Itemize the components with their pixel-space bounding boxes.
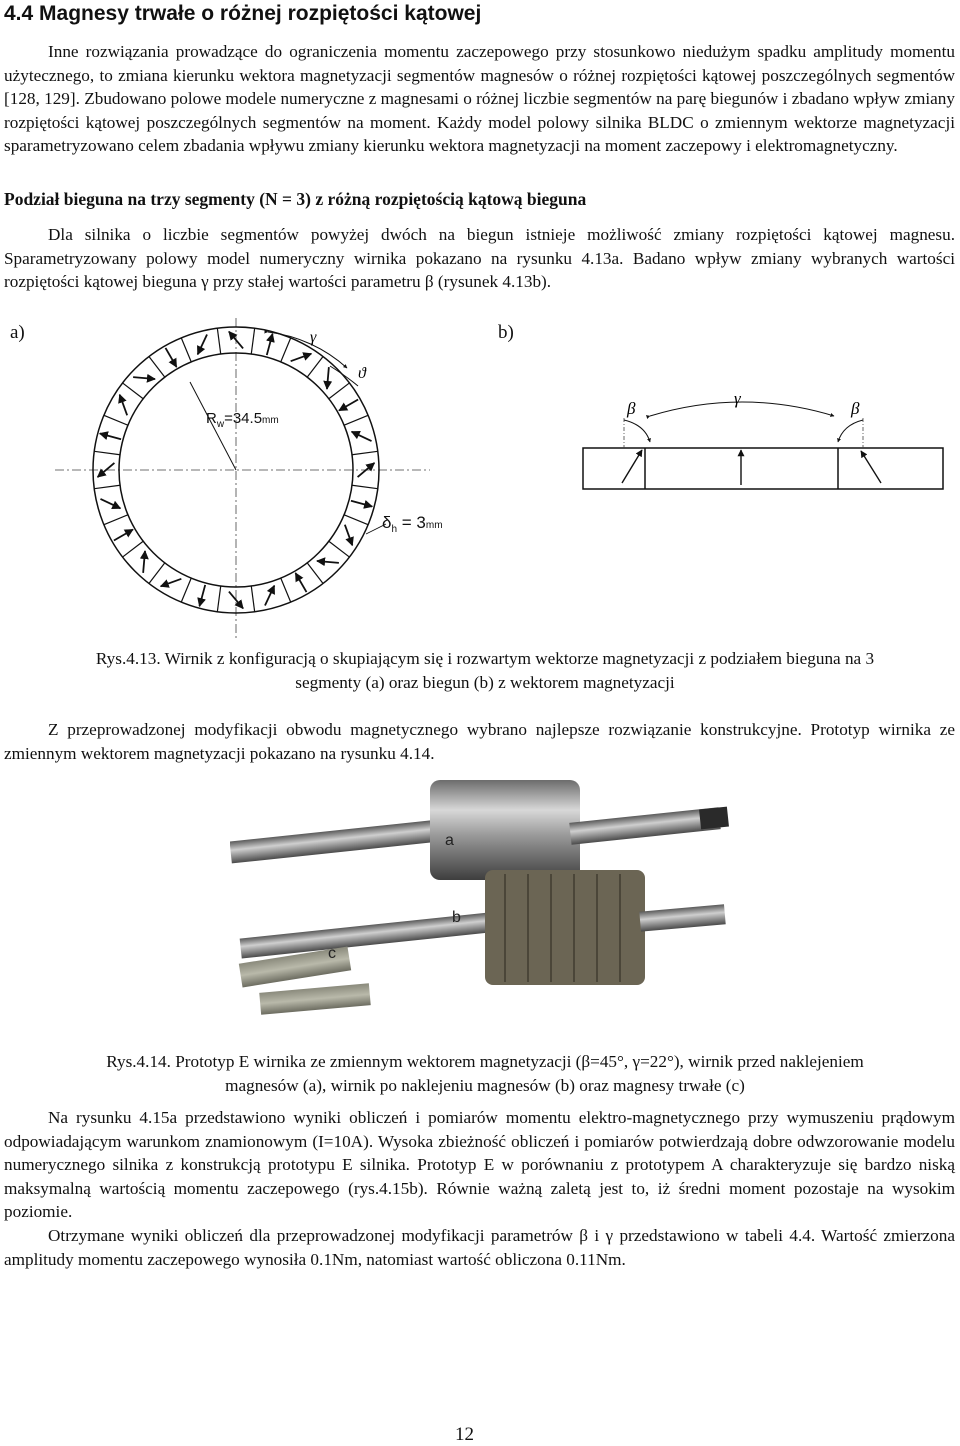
magnetization-arrow xyxy=(358,463,375,477)
segment-divider xyxy=(281,578,291,602)
magnetization-arrow xyxy=(166,348,177,367)
segment-divider xyxy=(94,485,120,488)
gamma-label-b: γ xyxy=(734,389,741,408)
magnetization-arrow xyxy=(345,525,352,546)
theta-label: ϑ xyxy=(358,365,366,382)
segment-divider xyxy=(149,357,165,378)
gamma-label: γ xyxy=(310,329,317,346)
section-title: 4.4 Magnesy trwałe o różnej rozpiętości kątowej xyxy=(4,2,482,25)
beta-label-left: β xyxy=(627,399,636,418)
paragraph-prototype xyxy=(4,718,955,765)
photo-label-b: b xyxy=(452,909,461,926)
magnetization-arrow xyxy=(317,561,339,563)
paragraph-prototype-text: Z przeprowadzonej modyfikacji obwodu magnetycznego wybrano najlepsze rozwiązanie konstrukcyjne. Prototyp wirnika ze zmiennym wektorem magnetyzacji pokazano na rysunku 4.14. xyxy=(4,720,955,763)
magnetization-arrow xyxy=(100,499,120,508)
segment-divider xyxy=(94,451,120,454)
magnetization-arrow xyxy=(351,501,372,507)
radius-label: $R_w=34.5mm$ xyxy=(206,410,279,430)
subheading: Podział bieguna na trzy segmenty (N = 3) z różną rozpiętością kątową bieguna xyxy=(4,189,587,209)
beta-label-right: β xyxy=(851,399,860,418)
figure-label-a: a) xyxy=(10,322,25,343)
gamma-arc-b xyxy=(650,402,834,416)
magnetization-arrow xyxy=(200,585,206,606)
arrow-left-segment xyxy=(622,450,642,483)
segment-divider xyxy=(344,515,368,525)
paragraph-segments-text: Dla silnika o liczbie segmentów powyżej dwóch na biegun istnieje możliwość zmiany rozpiętości kątowej magnesu. Sparametryzowany polowy model numeryczny wirnika pokazano na rysunku 4.13a. Badano wpływ zmiany wybranych wartości rozpiętości kątowej bieguna γ przy stałej wartości parametru β (rysunek 4.13b). xyxy=(4,225,955,292)
segment-divider xyxy=(181,578,191,602)
paragraph-results-text: Na rysunku 4.15a przedstawiono wyniki obliczeń i pomiarów momentu elektro-magnetycznego przy wymuszeniu prądowym odpowiadającym warunkom znamionowym (I=10A). Wysoka zbieżność obliczeń i pomiarów potwierdzają dobre odwzorowanie modelu numerycznego silnika z konstrukcją prototypu E silnika. Prototyp E w porównaniu z prototypem A charakteryzuje się bardzo niską maksymalną wartością momentu zaczepowego (rys.4.15b). Równie ważną zaletą jest to, iż średni moment pozostaje na wysokim poziomie. xyxy=(4,1108,955,1222)
photo-label-c: c xyxy=(328,945,336,962)
paragraph-table-ref-text: Otrzymane wyniki obliczeń dla przeprowadzonej modyfikacji parametrów β i γ przedstawiono w tabeli 4.4. Wartość zmierzona amplitudy momentu zaczepowego wynosiła 0.1Nm, natomiast wartość obliczona 0.11Nm. xyxy=(4,1226,955,1269)
rotor-photo xyxy=(230,770,730,1030)
segment-divider xyxy=(123,383,144,399)
segment-divider xyxy=(251,328,254,354)
segment-divider xyxy=(281,338,291,362)
paragraph-table-ref xyxy=(4,1224,955,1271)
pole-block xyxy=(583,448,943,489)
caption-4-13-line2: segmenty (a) oraz biegun (b) z wektorem magnetyzacji xyxy=(295,672,675,692)
segment-divider xyxy=(352,451,378,454)
segment-divider xyxy=(217,586,220,612)
figure-4-14-caption xyxy=(60,1050,910,1097)
paragraph-segments xyxy=(4,223,955,294)
segment-divider xyxy=(352,485,378,488)
magnetization-arrow xyxy=(296,573,307,592)
segment-divider xyxy=(217,328,220,354)
segment-divider xyxy=(123,541,144,557)
magnetization-arrow xyxy=(120,395,127,416)
beta-arc-left xyxy=(624,420,650,442)
paragraph-intro-text: Inne rozwiązania prowadzące do ograniczenia momentu zaczepowego przy stosunkowo niedużym spadku amplitudy momentu użytecznego, to zmiana kierunku wektora magnetyzacji segmentów magnesów o różnej rozpiętości kątowej poszczególnych segmentów [128, 129]. Zbudowano polowe modele numeryczne z magnesami o różnej liczbie segmentów na parę biegunów i zbadano wpływ zmiany rozpiętości kątowej poszczególnych segmentów na moment. Każdy model polowy silnika BLDC o zmiennym wektorze magnetyzacji sparametryzowano celem zbadania wpływu zmiany kierunku wektora magnetyzacji na moment zaczepowy i elektromagnetyczny. xyxy=(4,42,955,156)
segment-divider xyxy=(149,563,165,584)
segment-divider xyxy=(104,415,128,425)
segment-divider xyxy=(329,383,350,399)
rotor-a xyxy=(230,780,729,880)
figure-4-13-caption xyxy=(60,647,910,694)
gamma-arc xyxy=(268,332,347,368)
delta-label: $\delta_h = 3mm$ xyxy=(382,513,443,535)
paragraph-intro xyxy=(4,40,955,158)
segment-divider xyxy=(307,563,323,584)
photo-label-a: a xyxy=(445,832,454,849)
magnetization-arrow xyxy=(339,400,358,411)
beta-arc-right xyxy=(838,420,863,442)
magnetization-arrow xyxy=(352,432,372,441)
segment-divider xyxy=(251,586,254,612)
caption-4-14-line2: magnesów (a), wirnik po naklejeniu magnesów (b) oraz magnesy trwałe (c) xyxy=(225,1075,745,1095)
magnetization-arrow xyxy=(267,334,273,355)
caption-4-14-line1: Rys.4.14. Prototyp E wirnika ze zmiennym wektorem magnetyzacji (β=45°, γ=22°), wirnik przed naklejeniem xyxy=(106,1052,864,1071)
rotor-diagram xyxy=(0,310,960,640)
permanent-magnets-c xyxy=(239,947,371,1015)
caption-4-13-line1: Rys.4.13. Wirnik z konfiguracją o skupiającym się i rozwartym wektorze magnetyzacji z podziałem bieguna na 3 xyxy=(95,649,875,668)
magnetization-arrow xyxy=(327,367,329,389)
segment-divider xyxy=(307,357,323,378)
magnetization-arrow xyxy=(133,377,155,379)
magnetization-arrow xyxy=(198,334,207,354)
page-number: 12 xyxy=(455,1424,474,1445)
arrow-right-segment xyxy=(861,451,881,483)
magnetization-arrow xyxy=(291,354,312,361)
paragraph-results xyxy=(4,1106,955,1224)
magnetization-arrow xyxy=(265,586,274,606)
segment-divider xyxy=(344,415,368,425)
magnetization-arrow xyxy=(229,332,243,349)
magnetization-arrow xyxy=(161,579,182,586)
magnetization-arrow xyxy=(143,551,145,573)
segment-divider xyxy=(329,541,350,557)
segment-divider xyxy=(181,338,191,362)
magnetization-arrow xyxy=(114,530,133,541)
magnetization-arrow xyxy=(100,434,121,440)
segment-divider xyxy=(104,515,128,525)
figure-label-b: b) xyxy=(498,322,514,343)
